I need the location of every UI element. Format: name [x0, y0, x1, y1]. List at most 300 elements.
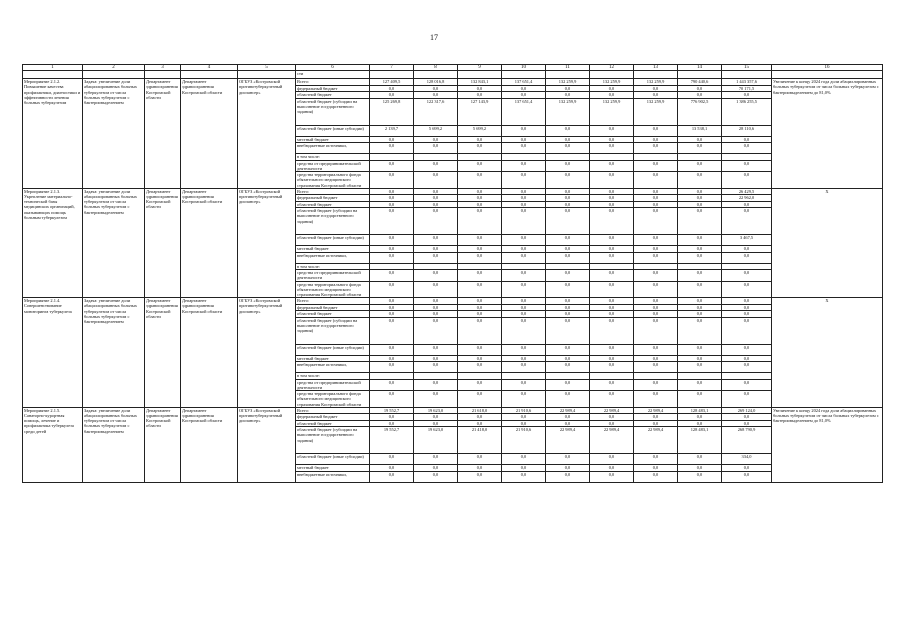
value-cell: 0,0 [722, 160, 772, 171]
value-cell: 0,0 [546, 92, 590, 99]
value-cell: 0,0 [370, 465, 414, 472]
value-cell: 0,0 [546, 235, 590, 246]
value-cell: 0,0 [546, 317, 590, 344]
header-cell: 1 [23, 65, 83, 71]
value-cell: 132 259,9 [590, 98, 634, 125]
task-cell: Задача: увеличение доли абациллированных больных туберкулезом от числа больных туберкулезом с бактериовыделением [83, 407, 145, 482]
value-cell: 132 259,9 [590, 79, 634, 86]
value-cell: 0,0 [546, 125, 590, 136]
value-cell: 0,0 [590, 172, 634, 189]
event-cell: Мероприятие 2.1.3. Укрепление материально-технической базы медицинских организаций, оказывающих помощь больным туберкулезом [23, 188, 83, 298]
value-cell: 0,0 [370, 391, 414, 408]
value-cell: 0,0 [458, 85, 502, 92]
value-cell: 0,0 [678, 304, 722, 311]
value-cell: 0,0 [458, 246, 502, 253]
value-cell: 0,0 [722, 355, 772, 362]
value-cell: 0,0 [458, 270, 502, 281]
value-cell: 0,0 [370, 281, 414, 298]
value-cell: 132 259,9 [634, 79, 678, 86]
value-cell: 0,0 [590, 414, 634, 421]
value-cell: 0,0 [370, 172, 414, 189]
task-cell: Задача: увеличение доли абациллированных больных туберкулезом от числа больных туберкулезом с бактериовыделением [83, 298, 145, 408]
value-cell: 0,0 [458, 235, 502, 246]
value-cell: 0,0 [370, 298, 414, 305]
value-cell: 0,0 [414, 355, 458, 362]
value-cell: 0,0 [502, 172, 546, 189]
source-label: внебюджетные источники, [296, 143, 370, 154]
value-cell: 0,0 [502, 160, 546, 171]
value-cell: 0,0 [502, 270, 546, 281]
value-cell: 0,0 [678, 420, 722, 427]
value-cell: 0,0 [502, 471, 546, 482]
value-cell: 0,0 [502, 420, 546, 427]
value-cell: 0,0 [370, 160, 414, 171]
executor-cell: ОГБУЗ «Костромской противотуберкулезный диспансер» [238, 298, 296, 408]
header-cell: 5 [238, 65, 296, 71]
value-cell: 0,0 [678, 172, 722, 189]
value-cell: 0,0 [678, 471, 722, 482]
header-cell: 10 [502, 65, 546, 71]
source-label: федеральный бюджет [296, 304, 370, 311]
value-cell: 0,0 [678, 344, 722, 355]
value-cell: 0,0 [634, 235, 678, 246]
value-cell: 0,0 [458, 304, 502, 311]
value-cell: 0,0 [414, 344, 458, 355]
source-label: местный бюджет [296, 465, 370, 472]
value-cell: 0,0 [414, 201, 458, 208]
event-cell: Мероприятие 2.1.2. Повышение качества профилактики, диагностики и эффективности лечения больных туберкулезом [23, 79, 83, 189]
value-cell: 0,0 [634, 270, 678, 281]
value-cell: 0,0 [678, 465, 722, 472]
expected-result-cell: Увеличение к концу 2024 года доли абациллированных больных туберкулезом от числа больных туберкулезом с бактериовыделением до 81,0% [772, 407, 883, 482]
value-cell: 268 790,9 [722, 427, 772, 454]
value-cell: 0,0 [546, 208, 590, 235]
value-cell: 0,0 [634, 379, 678, 390]
executor-cell: ОГБУЗ «Костромской противотуберкулезный диспансер» [238, 79, 296, 189]
source-label: областной бюджет (субсидии на выполнение государственного задания) [296, 208, 370, 235]
source-label: областной бюджет (субсидии на выполнение государственного задания) [296, 317, 370, 344]
source-label: Всего: [296, 79, 370, 86]
executor-cell: Департамент здравоохранения Костромской области [181, 407, 238, 482]
value-cell: 0,0 [414, 311, 458, 318]
value-cell: 0,0 [502, 454, 546, 465]
value-cell: 0,0 [590, 298, 634, 305]
value-cell: 0,0 [502, 465, 546, 472]
value-cell: 0,0 [634, 246, 678, 253]
value-cell: 0,0 [634, 311, 678, 318]
value-cell: 0,0 [546, 471, 590, 482]
value-cell: 21 910,6 [502, 407, 546, 414]
value-cell: 22 989,4 [546, 427, 590, 454]
value-cell: 0,0 [722, 304, 772, 311]
value-cell: 0,0 [634, 92, 678, 99]
value-cell: 0,0 [414, 188, 458, 195]
value-cell: 0,0 [414, 143, 458, 154]
value-cell: 0,0 [414, 379, 458, 390]
value-cell: 0,0 [722, 471, 772, 482]
value-cell: 0,0 [634, 317, 678, 344]
value-cell: 0,0 [458, 379, 502, 390]
value-cell: 2 139,7 [370, 125, 414, 136]
value-cell: 0,0 [590, 160, 634, 171]
value-cell: 0,0 [458, 355, 502, 362]
value-cell: 269 124,0 [722, 407, 772, 414]
value-cell: 0,0 [634, 143, 678, 154]
value-cell: 0,0 [678, 281, 722, 298]
value-cell: 5 699,2 [414, 125, 458, 136]
executor-cell: Департамент здравоохранения Костромской области [145, 298, 181, 408]
value-cell: 0,0 [722, 317, 772, 344]
value-cell: 0,0 [370, 344, 414, 355]
value-cell: 0,0 [458, 362, 502, 373]
value-cell: 0,0 [370, 208, 414, 235]
value-cell: 0,0 [370, 362, 414, 373]
value-cell: 0,0 [678, 270, 722, 281]
value-cell: 5 699,2 [458, 125, 502, 136]
value-cell: 0,0 [678, 311, 722, 318]
value-cell: 0,0 [590, 355, 634, 362]
value-cell: 0,0 [634, 188, 678, 195]
value-cell: 0,0 [414, 362, 458, 373]
value-cell: 0,0 [546, 195, 590, 202]
value-cell: 0,0 [546, 143, 590, 154]
value-cell: 0,0 [546, 355, 590, 362]
value-cell: 0,0 [546, 391, 590, 408]
value-cell: 0,0 [458, 252, 502, 263]
value-cell: 0,0 [502, 195, 546, 202]
value-cell: 0,0 [458, 471, 502, 482]
value-cell: 0,0 [502, 208, 546, 235]
expected-result-cell: Увеличение к концу 2024 года доли абациллированных больных туберкулезом от числа больных туберкулезом с бактериовыделением до 81,0% [772, 79, 883, 189]
value-cell: 0,0 [722, 379, 772, 390]
value-cell: 0,0 [458, 281, 502, 298]
value-cell: 0,0 [722, 252, 772, 263]
value-cell: 19 623,0 [414, 427, 458, 454]
value-cell: 0,0 [590, 246, 634, 253]
executor-cell: Департамент здравоохранения Костромской области [181, 298, 238, 408]
source-label: областной бюджет (иные субсидии) [296, 454, 370, 465]
value-cell: 0,0 [678, 201, 722, 208]
value-cell: 0,0 [634, 201, 678, 208]
value-cell: 128 483,1 [678, 427, 722, 454]
value-cell: 0,0 [546, 188, 590, 195]
source-label: областной бюджет [296, 311, 370, 318]
value-cell: 0,0 [590, 201, 634, 208]
value-cell: 0,0 [502, 391, 546, 408]
header-cell: 3 [145, 65, 181, 71]
header-cell: 4 [181, 65, 238, 71]
value-cell: 127 143,9 [458, 98, 502, 125]
value-cell: 0,0 [546, 362, 590, 373]
value-cell: 0,0 [502, 246, 546, 253]
value-cell: 1 443 357,6 [722, 79, 772, 86]
header-cell: 12 [590, 65, 634, 71]
value-cell: 0,0 [546, 344, 590, 355]
source-label: в том числе: [296, 263, 370, 270]
value-cell: 0,0 [370, 201, 414, 208]
value-cell: 0,0 [458, 465, 502, 472]
value-cell: 0,0 [634, 465, 678, 472]
header-cell: 11 [546, 65, 590, 71]
value-cell: 0,0 [634, 85, 678, 92]
value-cell: 0,0 [722, 246, 772, 253]
value-cell: 0,0 [634, 172, 678, 189]
value-cell: 0,0 [590, 281, 634, 298]
value-cell: 28 110,6 [722, 125, 772, 136]
value-cell: 0,0 [370, 454, 414, 465]
value-cell: 0,0 [502, 304, 546, 311]
value-cell: 0,0 [370, 414, 414, 421]
value-cell: 1 386 255,5 [722, 98, 772, 125]
value-cell: 0,0 [546, 311, 590, 318]
value-cell: 0,0 [370, 379, 414, 390]
value-cell: 0,0 [502, 125, 546, 136]
value-cell: 0,0 [370, 235, 414, 246]
value-cell: 0,0 [722, 298, 772, 305]
value-cell: 0,0 [722, 172, 772, 189]
value-cell: 0,0 [590, 195, 634, 202]
value-cell: 0,0 [370, 420, 414, 427]
value-cell: 0,0 [502, 252, 546, 263]
source-label: областной бюджет (субсидии на выполнение государственного задания) [296, 427, 370, 454]
source-label: средства от предпринимательской деятельности [296, 160, 370, 171]
value-cell: 0,0 [458, 344, 502, 355]
executor-cell: ОГБУЗ «Костромской противотуберкулезный диспансер» [238, 407, 296, 482]
value-cell: 0,0 [678, 379, 722, 390]
value-cell: 0,0 [678, 136, 722, 143]
value-cell: 22 989,4 [634, 407, 678, 414]
executor-cell: Департамент здравоохранения Костромской области [145, 79, 181, 189]
value-cell: 0,0 [502, 201, 546, 208]
source-label: областной бюджет [296, 420, 370, 427]
value-cell: 0,0 [370, 246, 414, 253]
value-cell: 0,0 [590, 454, 634, 465]
value-cell: 0,0 [678, 85, 722, 92]
value-cell: 0,0 [370, 270, 414, 281]
value-cell: 0,0 [590, 362, 634, 373]
executor-cell: ОГБУЗ «Костромской противотуберкулезный диспансер» [238, 188, 296, 298]
header-cell: 7 [370, 65, 414, 71]
event-cell: Мероприятие 2.1.5. Санаторно-курортная помощь, лечение и профилактика туберкулеза среди детей [23, 407, 83, 482]
value-cell: 0,0 [634, 208, 678, 235]
value-cell: 0,0 [634, 195, 678, 202]
value-cell: 0,0 [458, 92, 502, 99]
value-cell: 0,0 [590, 304, 634, 311]
value-cell: 0,0 [414, 454, 458, 465]
value-cell: 0,0 [502, 414, 546, 421]
value-cell: 0,0 [678, 317, 722, 344]
source-label: областной бюджет (иные субсидии) [296, 125, 370, 136]
value-cell: 0,0 [502, 136, 546, 143]
value-cell: 127 409,5 [370, 79, 414, 86]
expected-result-cell: Х [772, 298, 883, 408]
continued-label: сти [296, 71, 370, 79]
value-cell: 790 440,6 [678, 79, 722, 86]
value-cell: 0,0 [414, 465, 458, 472]
value-cell: 3 467,5 [722, 235, 772, 246]
value-cell: 0,0 [458, 414, 502, 421]
value-cell: 132 259,9 [634, 98, 678, 125]
value-cell: 0,0 [502, 317, 546, 344]
value-cell: 0,0 [546, 281, 590, 298]
value-cell: 0,0 [722, 270, 772, 281]
source-label: средства территориального фонда обязательного медицинского страхования Костромской области [296, 281, 370, 298]
value-cell: 0,0 [634, 344, 678, 355]
value-cell: 0,0 [414, 414, 458, 421]
source-label: Всего: [296, 188, 370, 195]
value-cell: 0,0 [722, 391, 772, 408]
value-cell: 0,0 [590, 235, 634, 246]
value-cell: 0,0 [678, 298, 722, 305]
header-cell: 9 [458, 65, 502, 71]
value-cell: 0,0 [634, 420, 678, 427]
source-label: областной бюджет (субсидии на выполнение государственного задания) [296, 98, 370, 125]
source-label: внебюджетные источники, [296, 252, 370, 263]
value-cell: 0,0 [370, 195, 414, 202]
value-cell: 21 418,0 [458, 427, 502, 454]
value-cell: 122 317,6 [414, 98, 458, 125]
value-cell: 26 429,5 [722, 188, 772, 195]
header-cell: 16 [772, 65, 883, 71]
value-cell: 0,0 [458, 160, 502, 171]
value-cell: 0,0 [590, 85, 634, 92]
value-cell: 0,0 [634, 281, 678, 298]
value-cell: 0,0 [590, 92, 634, 99]
value-cell: 128 016,8 [414, 79, 458, 86]
value-cell: 0,0 [370, 92, 414, 99]
value-cell: 0,0 [678, 252, 722, 263]
value-cell: 0,0 [546, 298, 590, 305]
value-cell: 132 259,9 [546, 79, 590, 86]
source-label: средства от предпринимательской деятельности [296, 270, 370, 281]
value-cell: 0,0 [502, 188, 546, 195]
value-cell: 0,0 [722, 465, 772, 472]
value-cell: 0,0 [414, 208, 458, 235]
value-cell: 0,0 [414, 160, 458, 171]
value-cell: 0,0 [546, 201, 590, 208]
value-cell: 0,0 [414, 304, 458, 311]
value-cell: 0,0 [546, 454, 590, 465]
value-cell: 0,0 [634, 125, 678, 136]
value-cell: 0,0 [678, 362, 722, 373]
value-cell: 22 989,4 [546, 407, 590, 414]
value-cell: 0,0 [414, 172, 458, 189]
value-cell: 0,0 [722, 281, 772, 298]
value-cell: 22 962,0 [722, 195, 772, 202]
value-cell: 137 651,4 [502, 98, 546, 125]
source-label: местный бюджет [296, 246, 370, 253]
value-cell: 0,0 [634, 391, 678, 408]
value-cell: 0,0 [722, 414, 772, 421]
value-cell: 0,0 [546, 420, 590, 427]
executor-cell: Департамент здравоохранения Костромской области [145, 188, 181, 298]
value-cell: 0,0 [590, 344, 634, 355]
value-cell: 0,0 [370, 304, 414, 311]
value-cell: 0,0 [590, 270, 634, 281]
source-label: областной бюджет (иные субсидии) [296, 344, 370, 355]
value-cell: 70 171,5 [722, 85, 772, 92]
value-cell: 0,0 [414, 235, 458, 246]
budget-table [22, 64, 883, 483]
source-label: областной бюджет [296, 201, 370, 208]
value-cell: 0,0 [414, 85, 458, 92]
value-cell: 19 623,0 [414, 407, 458, 414]
value-cell: 0,0 [458, 391, 502, 408]
value-cell: 128 483,1 [678, 407, 722, 414]
value-cell: 0,0 [414, 420, 458, 427]
value-cell: 21 618,0 [458, 407, 502, 414]
value-cell: 0,0 [458, 311, 502, 318]
value-cell: 0,0 [458, 208, 502, 235]
value-cell: 22 989,4 [634, 427, 678, 454]
value-cell: 0,0 [502, 235, 546, 246]
source-label: средства от предпринимательской деятельности [296, 379, 370, 390]
value-cell: 22 989,4 [590, 427, 634, 454]
source-label: внебюджетные источники, [296, 362, 370, 373]
value-cell: 0,0 [414, 298, 458, 305]
source-label: Всего: [296, 298, 370, 305]
value-cell: 0,0 [370, 471, 414, 482]
header-cell: 13 [634, 65, 678, 71]
value-cell: 0,0 [458, 201, 502, 208]
value-cell: 0,0 [546, 465, 590, 472]
executor-cell: Департамент здравоохранения Костромской области [181, 79, 238, 189]
value-cell: 0,0 [546, 172, 590, 189]
value-cell: 0,0 [414, 270, 458, 281]
value-cell: 0,0 [678, 355, 722, 362]
source-label: средства территориального фонда обязательного медицинского страхования Костромской области [296, 172, 370, 189]
value-cell: 0,0 [370, 355, 414, 362]
executor-cell: Департамент здравоохранения Костромской области [181, 188, 238, 298]
value-cell: 0,0 [414, 471, 458, 482]
value-cell: 0,0 [722, 362, 772, 373]
value-cell: 0,0 [370, 85, 414, 92]
value-cell: 0,0 [370, 311, 414, 318]
value-cell: 0,0 [546, 252, 590, 263]
value-cell: 0,0 [634, 298, 678, 305]
value-cell: 0,0 [722, 143, 772, 154]
value-cell: 0,0 [546, 85, 590, 92]
value-cell: 0,0 [414, 195, 458, 202]
value-cell: 0,0 [590, 188, 634, 195]
header-cell: 8 [414, 65, 458, 71]
source-label: областной бюджет [296, 92, 370, 99]
source-label: местный бюджет [296, 136, 370, 143]
value-cell: 0,0 [678, 92, 722, 99]
value-cell: 0,0 [370, 188, 414, 195]
value-cell: 0,0 [722, 208, 772, 235]
value-cell: 19 552,7 [370, 407, 414, 414]
value-cell: 125 269,8 [370, 98, 414, 125]
value-cell: 0,0 [722, 201, 772, 208]
value-cell: 0,0 [414, 317, 458, 344]
value-cell: 0,0 [370, 136, 414, 143]
value-cell: 0,0 [590, 136, 634, 143]
header-cell: 14 [678, 65, 722, 71]
value-cell: 0,0 [634, 304, 678, 311]
header-cell: 15 [722, 65, 772, 71]
source-label: местный бюджет [296, 355, 370, 362]
source-label: Всего: [296, 407, 370, 414]
value-cell: 0,0 [458, 454, 502, 465]
value-cell: 0,0 [546, 304, 590, 311]
source-label: средства территориального фонда обязательного медицинского страхования Костромской области [296, 391, 370, 408]
value-cell: 0,0 [634, 136, 678, 143]
value-cell: 0,0 [722, 136, 772, 143]
value-cell: 334,0 [722, 454, 772, 465]
value-cell: 0,0 [678, 188, 722, 195]
value-cell: 19 552,7 [370, 427, 414, 454]
